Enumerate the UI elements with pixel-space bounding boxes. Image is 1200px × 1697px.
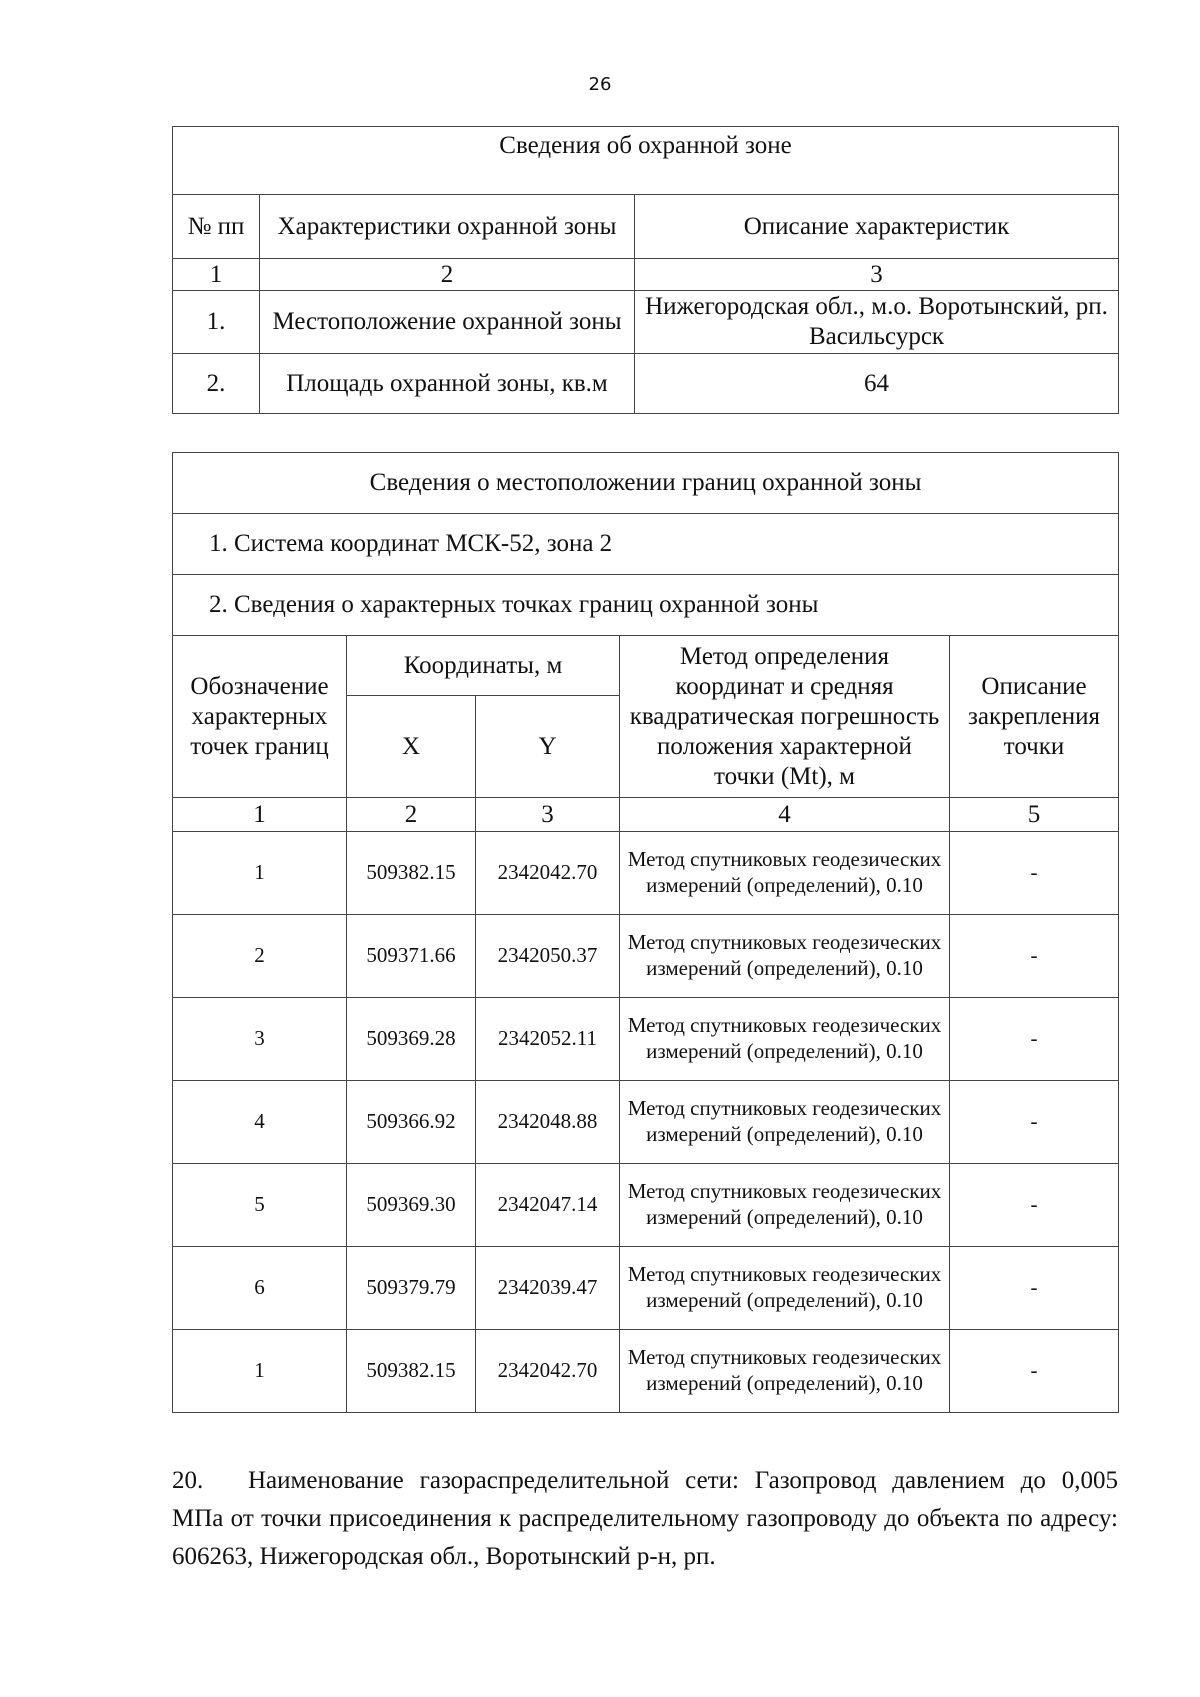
point-x: 509369.30 [347, 1164, 476, 1247]
column-number: 5 [950, 798, 1119, 832]
table-row [173, 1164, 1119, 1247]
header-y: Y [476, 696, 620, 798]
column-number: 1 [173, 798, 347, 832]
point-fixing: - [950, 1330, 1119, 1413]
protection-zone-title: Сведения об охранной зоне [173, 127, 1119, 195]
header-number: № пп [173, 195, 260, 259]
point-fixing: - [950, 1081, 1119, 1164]
point-x: 509371.66 [347, 915, 476, 998]
table-row [173, 832, 1119, 915]
row-number: 1. [173, 291, 260, 354]
header-fixing: Описание закрепления точки [950, 636, 1119, 798]
header-designation: Обозначение характерных точек границ [173, 636, 347, 798]
point-method: Метод спутниковых геодезических измерений (определений), 0.10 [620, 1164, 950, 1247]
table-row [173, 354, 1119, 414]
point-id: 6 [173, 1247, 347, 1330]
point-id: 2 [173, 915, 347, 998]
header-coordinates: Координаты, м [347, 636, 620, 696]
protection-zone-table [172, 126, 1119, 414]
point-id: 1 [173, 1330, 347, 1413]
point-x: 509369.28 [347, 998, 476, 1081]
point-y: 2342039.47 [476, 1247, 620, 1330]
point-id: 4 [173, 1081, 347, 1164]
point-fixing: - [950, 915, 1119, 998]
column-number: 2 [260, 259, 635, 291]
header-characteristic: Характеристики охранной зоны [260, 195, 635, 259]
point-fixing: - [950, 998, 1119, 1081]
point-x: 509382.15 [347, 1330, 476, 1413]
point-y: 2342042.70 [476, 1330, 620, 1413]
row-description: 64 [635, 354, 1119, 414]
point-y: 2342048.88 [476, 1081, 620, 1164]
table-row [173, 1247, 1119, 1330]
row-characteristic: Местоположение охранной зоны [260, 291, 635, 354]
point-id: 3 [173, 998, 347, 1081]
point-y: 2342042.70 [476, 832, 620, 915]
point-method: Метод спутниковых геодезических измерений (определений), 0.10 [620, 998, 950, 1081]
column-number: 2 [347, 798, 476, 832]
row-description: Нижегородская обл., м.о. Воротынский, рп. Васильсурск [635, 291, 1119, 354]
point-method: Метод спутниковых геодезических измерений (определений), 0.10 [620, 915, 950, 998]
point-fixing: - [950, 1247, 1119, 1330]
point-fixing: - [950, 832, 1119, 915]
header-x: X [347, 696, 476, 798]
table-row [173, 291, 1119, 354]
table-row [173, 915, 1119, 998]
column-number: 4 [620, 798, 950, 832]
column-number: 3 [476, 798, 620, 832]
column-number: 1 [173, 259, 260, 291]
table-row [173, 1330, 1119, 1413]
header-method: Метод определения координат и средняя квадратическая погрешность положения характерной точки (Mt), м [620, 636, 950, 798]
table-row [173, 998, 1119, 1081]
point-x: 509379.79 [347, 1247, 476, 1330]
paragraph-20 [172, 1462, 1118, 1576]
point-id: 5 [173, 1164, 347, 1247]
row-number: 2. [173, 354, 260, 414]
boundaries-table [172, 452, 1119, 1413]
coordinate-system: 1. Система координат МСК-52, зона 2 [173, 514, 1119, 575]
point-method: Метод спутниковых геодезических измерений (определений), 0.10 [620, 1081, 950, 1164]
paragraph-number: 20. [172, 1467, 204, 1494]
boundaries-title: Сведения о местоположении границ охранной зоны [173, 453, 1119, 514]
point-x: 509382.15 [347, 832, 476, 915]
point-y: 2342050.37 [476, 915, 620, 998]
point-y: 2342047.14 [476, 1164, 620, 1247]
point-method: Метод спутниковых геодезических измерений (определений), 0.10 [620, 832, 950, 915]
points-info: 2. Сведения о характерных точках границ охранной зоны [173, 575, 1119, 636]
point-method: Метод спутниковых геодезических измерений (определений), 0.10 [620, 1247, 950, 1330]
paragraph-text: Наименование газораспределительной сети: Газопровод давлением до 0,005 МПа от точки присоединения к распределительному газопроводу до объекта по адресу: 606263, Нижегородская обл., Воротынский р-н, рп. [172, 1467, 1118, 1570]
page-number: 26 [588, 74, 612, 95]
point-x: 509366.92 [347, 1081, 476, 1164]
header-description: Описание характеристик [635, 195, 1119, 259]
point-fixing: - [950, 1164, 1119, 1247]
table-row [173, 1081, 1119, 1164]
point-method: Метод спутниковых геодезических измерений (определений), 0.10 [620, 1330, 950, 1413]
point-y: 2342052.11 [476, 998, 620, 1081]
point-id: 1 [173, 832, 347, 915]
column-number: 3 [635, 259, 1119, 291]
row-characteristic: Площадь охранной зоны, кв.м [260, 354, 635, 414]
